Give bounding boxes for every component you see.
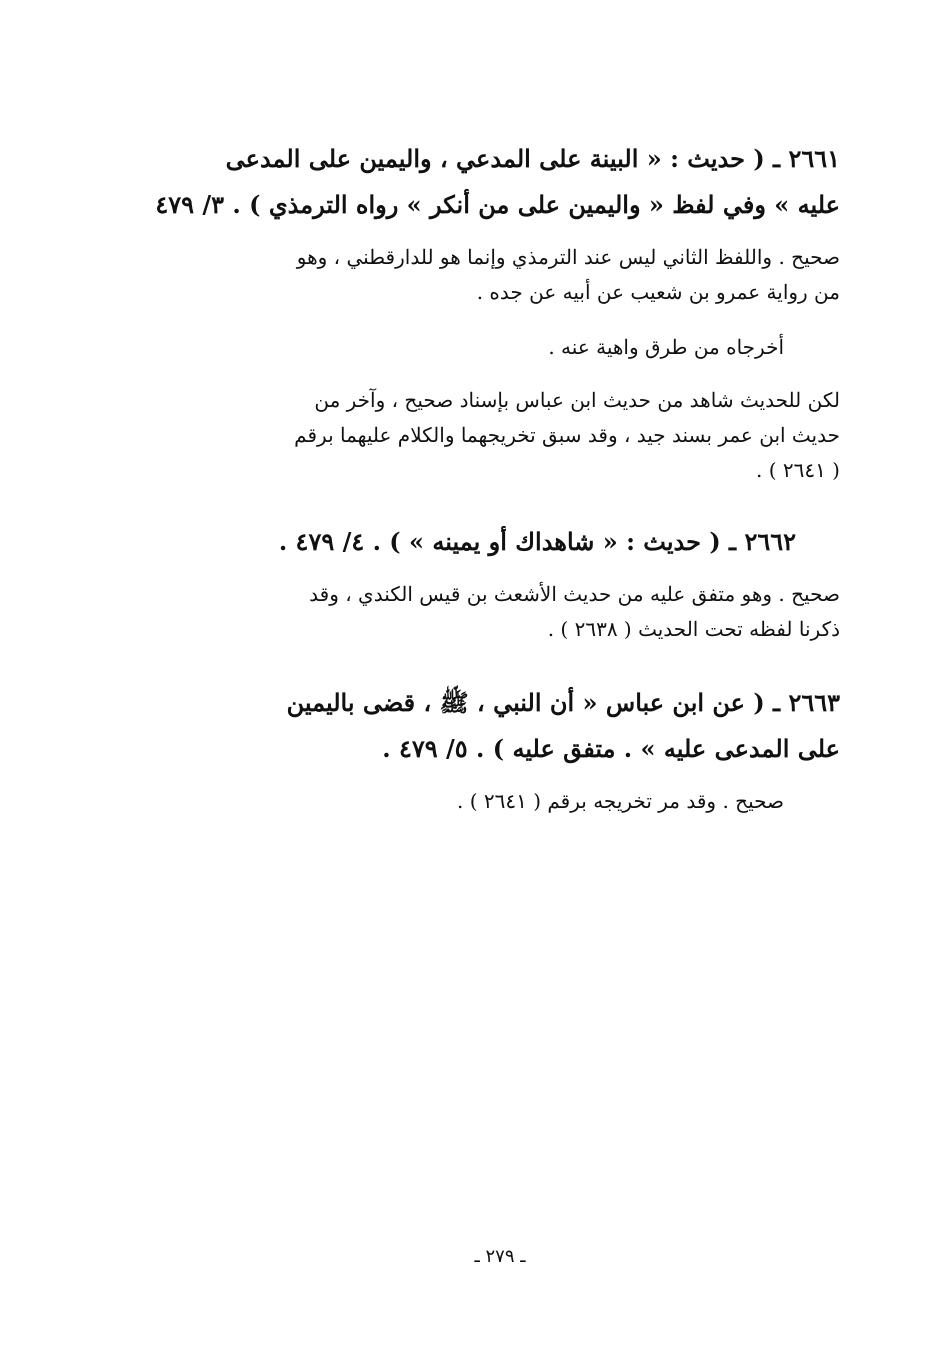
grade-2663 bbox=[390, 784, 784, 819]
note-line: لكن للحديث شاهد من حديث ابن عباس بإسناد صحيح ، وآخر من bbox=[314, 388, 840, 412]
grade-line: من رواية عمرو بن شعيب عن أبيه عن جده . bbox=[476, 280, 840, 304]
hadith-2662 bbox=[230, 519, 796, 565]
grade-2661 bbox=[164, 240, 840, 310]
grade-line: صحيح . وقد مر تخريجه برقم ( ٢٦٤١ ) . bbox=[457, 789, 784, 813]
page-number: ـ ٢٧٩ ـ bbox=[474, 1246, 526, 1267]
hadith-line: ٢٦٦٢ ـ ( حديث : « شاهداك أو يمينه » ) . ٤/ ٤٧٩ . bbox=[278, 527, 796, 556]
note-paragraph bbox=[164, 330, 784, 365]
note-line: أخرجاه من طرق واهية عنه . bbox=[548, 335, 784, 359]
note-paragraph bbox=[164, 383, 840, 488]
grade-line: ذكرنا لفظه تحت الحديث ( ٢٦٣٨ ) . bbox=[547, 617, 840, 641]
grade-line: صحيح . واللفظ الثاني ليس عند الترمذي وإنما هو للدارقطني ، وهو bbox=[296, 245, 840, 269]
grade-line: صحيح . وهو متفق عليه من حديث الأشعث بن قيس الكندي ، وقد bbox=[309, 582, 840, 606]
hadith-line: ٢٦٦٣ ـ ( عن ابن عباس « أن النبي ، ﷺ ، قضى باليمين bbox=[286, 688, 840, 717]
hadith-line: ٢٦٦١ ـ ( حديث : « البينة على المدعي ، واليمين على المدعى bbox=[225, 144, 840, 173]
hadith-2663 bbox=[164, 680, 840, 772]
hadith-line: عليه » وفي لفظ « واليمين على من أنكر » رواه الترمذي ) . ٣/ ٤٧٩ bbox=[155, 190, 840, 219]
hadith-line: على المدعى عليه » . متفق عليه ) . ٥/ ٤٧٩ . bbox=[382, 734, 840, 763]
hadith-2661 bbox=[155, 136, 840, 228]
note-line: حديث ابن عمر بسند جيد ، وقد سبق تخريجهما والكلام عليهما برقم bbox=[294, 423, 840, 447]
grade-2662 bbox=[164, 577, 840, 647]
note-line: ( ٢٦٤١ ) . bbox=[755, 458, 840, 482]
